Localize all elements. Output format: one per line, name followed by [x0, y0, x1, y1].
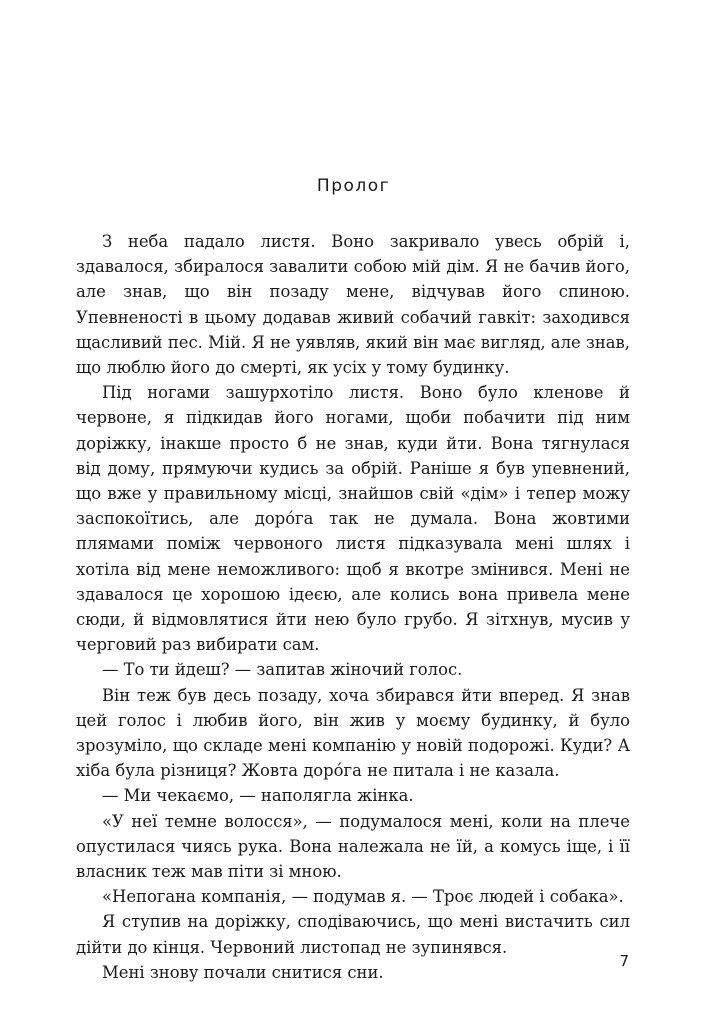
page-number: 7	[619, 952, 629, 970]
paragraph-5: — Ми чекаємо, — наполягла жінка.	[102, 786, 414, 806]
chapter-title: Пролог	[316, 176, 391, 196]
paragraph-9: Мені знову почали снитися сни.	[102, 962, 384, 982]
paragraph-4: Він теж був десь позаду, хоча збирався йти вперед. Я знав цей голос і любив його, він жив у моєму будинку, й було зрозуміло, що складе мені компанію у новій подорожі. Куди? А хіба була різниця? Жовта доро́га не питала і не казала.	[76, 685, 630, 781]
paragraph-1: З неба падало листя. Воно закривало увесь обрій і, здавалося, збиралося завалити собою мій дім. Я не бачив його, але знав, що він позаду мене, відчував його спиною. Упевненості в цьому додавав живий собачий гавкіт: заходився щасливий пес. Мій. Я не уявляв, який він має вигляд, але знав, що люблю його до смерті, як усіх у тому будинку.	[76, 232, 630, 378]
paragraph-8: Я ступив на доріжку, сподіваючись, що мені вистачить сил дійти до кінця. Червоний листопад не зупинявся.	[76, 912, 630, 957]
paragraph-7: «Непогана компанія, — подумав я. — Троє людей і собака».	[102, 887, 624, 907]
paragraph-6: «У неї темне волосся», — подумалося мені, коли на плече опустилася чиясь рука. Вона належала не їй, а комусь іще, і її власник теж мав піти зі мною.	[76, 811, 630, 882]
chapter-body	[76, 229, 630, 985]
paragraph-2: Під ногами зашурхотіло листя. Воно було кленове й червоне, я підкидав його ногами, щоби побачити під ним доріжку, інакше просто б не знав, куди йти. Вона тягнулася від дому, прямуючи кудись за обрій. Раніше я був упевнений, що вже у правильному місці, знайшов свій «дім» і тепер можу заспокоїтись, але доро́га так не думала. Вона жовтими плямами поміж червоного листя підказувала мені шлях і хотіла від мене неможливого: щоб я вкотре змінився. Мені не здавалося це хорошою ідеєю, але колись вона привела мене сюди, й відмовлятися йти нею було грубо. Я зітхнув, мусив у черговий раз вибирати сам.	[76, 383, 630, 655]
paragraph-3: — То ти йдеш? — запитав жіночий голос.	[102, 660, 463, 680]
